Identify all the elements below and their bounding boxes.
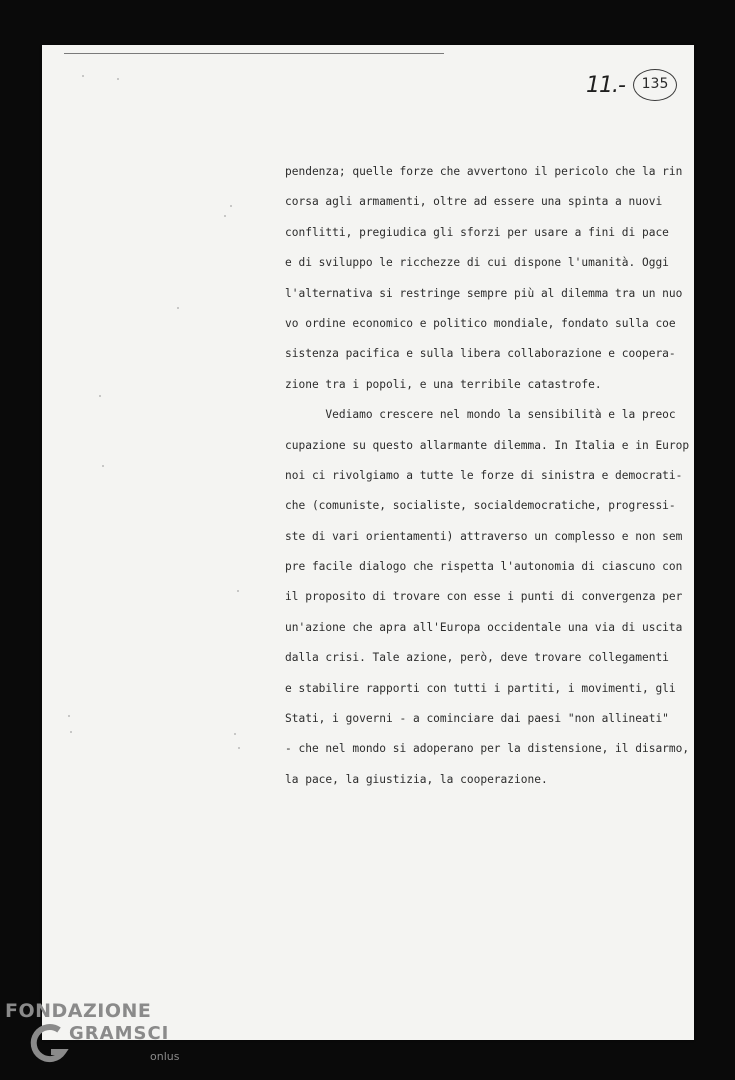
text-line: conflitti, pregiudica gli sforzi per usare a fini di pace — [285, 225, 669, 239]
watermark-line2: GRAMSCI — [69, 1023, 170, 1044]
gramsci-logo-icon — [29, 1022, 69, 1074]
text-line: la pace, la giustizia, la cooperazione. — [285, 772, 548, 786]
document-page — [42, 45, 694, 1040]
text-line: pre facile dialogo che rispetta l'autonomia di ciascuno con — [285, 560, 683, 574]
watermark-line3: onlus — [150, 1050, 180, 1063]
text-line: - che nel mondo si adoperano per la distensione, il disarmo, — [285, 742, 690, 756]
text-line: che (comuniste, socialiste, socialdemocratiche, progressi- — [285, 499, 676, 513]
text-line: noi ci rivolgiamo a tutte le forze di sinistra e democrati- — [285, 468, 683, 482]
watermark-line1: FONDAZIONE — [5, 1000, 152, 1022]
body-text — [285, 157, 690, 795]
text-line: Vediamo crescere nel mondo la sensibilità e la preoc — [285, 408, 676, 422]
text-line: e di sviluppo le ricchezze di cui dispone l'umanità. Oggi — [285, 256, 669, 270]
text-line: corsa agli armamenti, oltre ad essere una spinta a nuovi — [285, 195, 663, 209]
watermark-logo — [5, 1000, 185, 1080]
text-line: cupazione su questo allarmante dilemma. In Italia e in Europ — [285, 438, 690, 452]
text-line: dalla crisi. Tale azione, però, deve trovare collegamenti — [285, 651, 669, 665]
text-line: sistenza pacifica e sulla libera collaborazione e coopera- — [285, 347, 676, 361]
text-line: il proposito di trovare con esse i punti di convergenza per — [285, 590, 683, 604]
page-number: 11.- — [586, 73, 625, 98]
text-line: zione tra i popoli, e una terribile catastrofe. — [285, 377, 602, 391]
text-line: l'alternativa si restringe sempre più al dilemma tra un nuo — [285, 286, 683, 300]
text-line: ste di vari orientamenti) attraverso un complesso e non sem — [285, 529, 683, 543]
text-line: Stati, i governi - a cominciare dai paesi "non allineati" — [285, 712, 669, 726]
text-line: un'azione che apra all'Europa occidentale una via di uscita — [285, 620, 683, 634]
archive-number: 135 — [633, 69, 677, 101]
text-line: e stabilire rapporti con tutti i partiti, i movimenti, gli — [285, 681, 676, 695]
text-line: vo ordine economico e politico mondiale, fondato sulla coe — [285, 316, 676, 330]
text-line: pendenza; quelle forze che avvertono il pericolo che la rin — [285, 165, 683, 178]
top-rule — [64, 53, 444, 54]
